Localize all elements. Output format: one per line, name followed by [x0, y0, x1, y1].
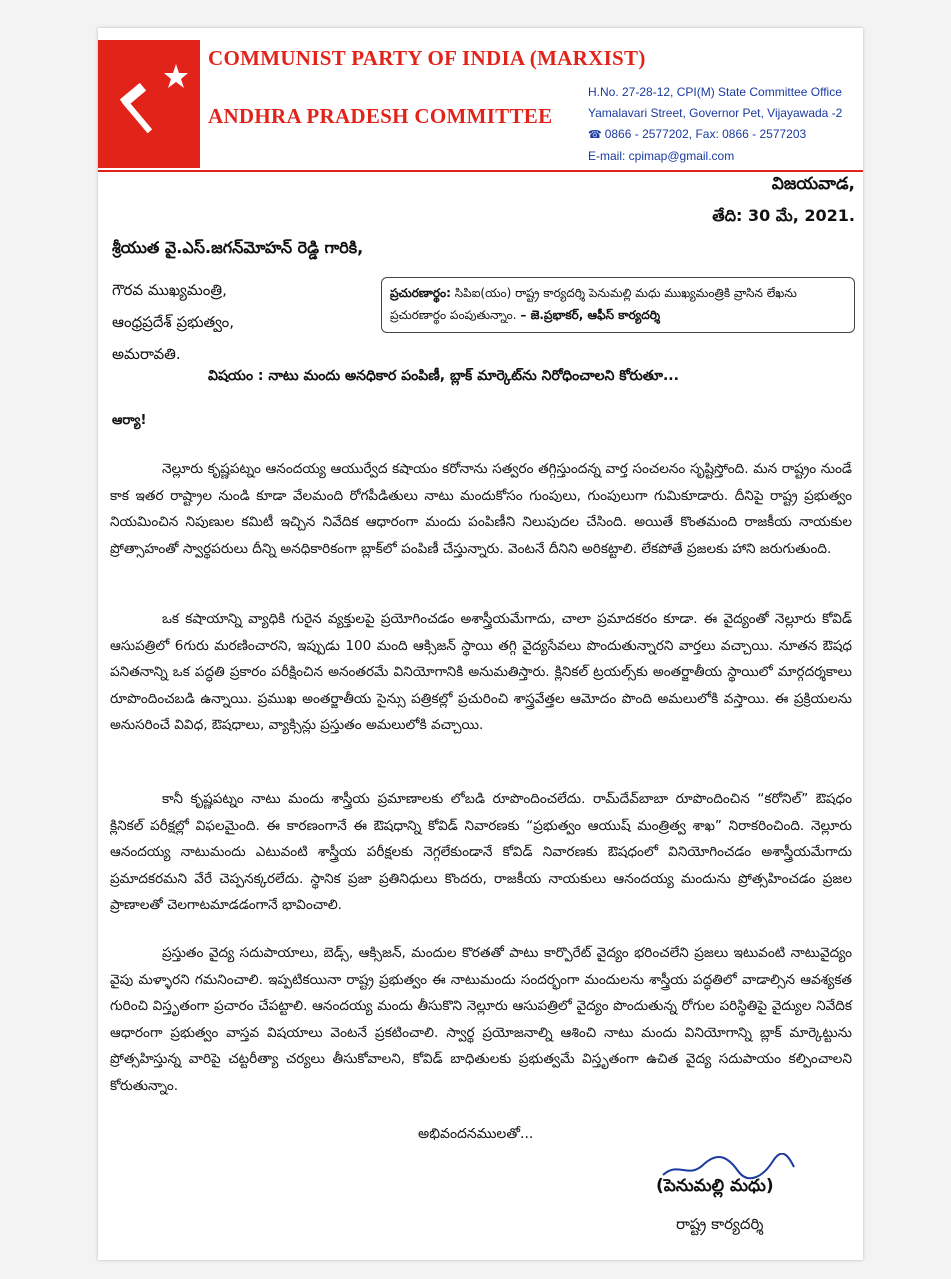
- org-name-line1: COMMUNIST PARTY OF INDIA (MARXIST): [208, 46, 646, 70]
- letter-date: తేది: 30 మే, 2021.: [712, 206, 855, 225]
- address-line1: H.No. 27-28-12, CPI(M) State Committee Office: [588, 85, 842, 99]
- press-release-note: [381, 277, 855, 333]
- recipient-line3: అమరావతి.: [112, 345, 181, 363]
- press-note-text: సిపిఐ(యం) రాష్ట్ర కార్యదర్శి పెనుమల్లి మధు ముఖ్యమంత్రికి వ్రాసిన లేఖను ప్రచురణార్థం పంపుతున్నాం.: [390, 286, 797, 322]
- signatory-title: రాష్ట్ర కార్యదర్శి: [676, 1215, 764, 1233]
- recipient-address: [112, 274, 234, 370]
- press-note-sender: – జె.ప్రభాకర్, ఆఫీస్ కార్యదర్శి: [520, 308, 661, 322]
- telephone-icon: ☎: [588, 129, 602, 141]
- recipient-line1: గౌరవ ముఖ్యమంత్రి,: [112, 281, 227, 299]
- letter-page: [98, 28, 863, 1260]
- signatory-name: (పెనుమల్లి మధు): [656, 1176, 774, 1196]
- press-note-label: ప్రచురణార్థం:: [390, 286, 451, 300]
- body-paragraph-2: ఒక కషాయాన్ని వ్యాధికి గురైన వ్యక్తులపై ప్రయోగించడం అశాస్త్రీయమేగాదు, చాలా ప్రమాదకరం కూడా. ఈ వైద్యంతో నెల్లూరు కోవిడ్ ఆసుపత్రిలో 6గురు మరణించారని, ఇప్పుడు 100 మంది ఆక్సిజన్ స్థాయి తగ్గి వైద్యసేవలు పొందుతున్నారని వార్తలు వచ్చాయి. నూతన ఔషధ పనితనాన్ని ఒక పద్ధతి ప్రకారం పరీక్షించిన అనంతరమే వినియోగానికి అనుమతిస్తారు. క్లినికల్ ట్రయల్స్‌కు అంతర్జాతీయ స్థాయిలో మార్గదర్శకాలు రూపొందించబడి ఉన్నాయి. ప్రముఖ అంతర్జాతీయ సైన్సు పత్రికల్లో ప్రచురించి శాస్త్రవేత్తల ఆమోదం పొంది అమలులోకి వస్తాయి. ఈ ప్రక్రియలను అనుసరించే వివిధ, ఔషధాలు, వ్యాక్సిన్లు ప్రస్తుతం అమలులోకి వచ్చాయి.: [110, 611, 852, 733]
- body-paragraph-4: ప్రస్తుతం వైద్య సదుపాయాలు, బెడ్స్, ఆక్సిజన్, మందుల కొరతతో పాటు కార్పొరేట్ వైద్యం భరించలేని ప్రజలు ఇటువంటి నాటువైద్యం వైపు మళ్ళారని గమనించాలి. ఇప్పటికయినా రాష్ట్ర ప్రభుత్వం ఈ నాటుమందు సందర్భంగా మందులను శాస్త్రీయ పద్ధతిలో వాడాల్సిన ఆవశ్యకత గురించి విస్తృతంగా ప్రచారం చేపట్టాలి. ఆనందయ్య మందు తీసుకొని నెల్లూరు ఆసుపత్రిలో వైద్యం పొందుతున్న రోగుల పరిస్థితిపై వైద్యుల నివేదిక ఆధారంగా ప్రభుత్వం వాస్తవ విషయాలు వెంటనే ప్రకటించాలి. స్వార్థ ప్రయోజనాల్ని ఆశించి నాటు మందు వినియోగాన్ని బ్లాక్ మార్కెట్టును ప్రోత్సహిస్తున్న వారిపై చట్టరీత్యా చర్యలు తీసుకోవాలని, కోవిడ్ బాధితులకు ప్రభుత్వమే విస్తృతంగా ఉచిత వైద్య సదుపాయం కల్పించాలని కోరుతున్నాం.: [110, 945, 852, 1094]
- office-address: [588, 82, 842, 167]
- body-paragraph-3: కానీ కృష్ణపట్నం నాటు మందు శాస్త్రీయ ప్రమాణాలకు లోబడి రూపొందించలేదు. రామ్‌దేవ్‌బాబా రూపొందించిన “కరోనిల్” ఔషధం క్లినికల్ పరీక్షల్లో విఫలమైంది. ఈ కారణంగానే ఈ ఔషధాన్ని కోవిడ్ నివారణకు “ప్రభుత్వం ఆయుష్ మంత్రిత్వ శాఖ” నిరాకరించింది. నెల్లూరు ఆనందయ్య నాటుమందు ఎటువంటి శాస్త్రీయ పరీక్షలకు నెగ్గలేకుండానే కోవిడ్ నివారణకు ఔషధంలో వినియోగించడం అశాస్త్రీయమేగాదు ప్రమాదకరమని వేరే చెప్పనక్కరలేదు. స్థానిక ప్రజా ప్రతినిధులు కొందరు, రాజకీయ నాయకులు ఆనందయ్య మందును ప్రోత్సహించడం ప్రజల ప్రాణాలతో చెలగాటమాడడంగానే భావించాలి.: [110, 791, 852, 913]
- letterhead-divider: [98, 170, 863, 172]
- letter-subject: విషయం : నాటు మందు అనధికార పంపిణీ, బ్లాక్ మార్కెట్‌ను నిరోధించాలని కోరుతూ...: [208, 368, 679, 384]
- org-name-line2: ANDHRA PRADESH COMMITTEE: [208, 104, 553, 128]
- phone-line: [588, 124, 842, 146]
- hammer-sickle-star-icon: [104, 60, 194, 150]
- phone-number: 0866 - 2577202, Fax: 0866 - 2577203: [604, 127, 807, 141]
- letter-greeting: ఆర్యా!: [112, 413, 147, 428]
- party-logo: [98, 40, 200, 168]
- recipient-salutation: శ్రీయుత వై.ఎస్.జగన్‌మోహన్ రెడ్డి గారికి,: [112, 238, 364, 257]
- email-line: E-mail: cpimap@gmail.com: [588, 149, 735, 163]
- body-paragraph-1: నెల్లూరు కృష్ణపట్నం ఆనందయ్య ఆయుర్వేద కషాయం కరోనాను సత్వరం తగ్గిస్తుందన్న వార్త సంచలనం సృష్టిస్తోంది. మన రాష్ట్రం నుండే కాక ఇతర రాష్ట్రాల నుండి కూడా వేలమంది రోగపీడితులు నాటు మందుకోసం గుంపులు, గుంపులుగా గుమికూడారు. దీనిపై రాష్ట్ర ప్రభుత్వం నియమించిన నిపుణుల కమిటీ ఇచ్చిన నివేదిక ఆధారంగా మందు పంపిణీని నిలుపుదల చేసింది. అయితే కొంతమంది రాజకీయ నాయకుల ప్రోత్సాహంతో స్వార్థపరులు దీన్ని అనధికారికంగా బ్లాక్‌లో పంపిణీ చేస్తున్నారు. వెంటనే దీనిని అరికట్టాలి. లేకపోతే ప్రజలకు హాని జరుగుతుంది.: [110, 461, 852, 557]
- letter-closing: అభివందనములతో...: [418, 1126, 534, 1142]
- address-line2: Yamalavari Street, Governor Pet, Vijayawada -2: [588, 106, 843, 120]
- recipient-line2: ఆంధ్రప్రదేశ్ ప్రభుత్వం,: [112, 313, 235, 331]
- letter-place: విజయవాడ,: [771, 174, 855, 194]
